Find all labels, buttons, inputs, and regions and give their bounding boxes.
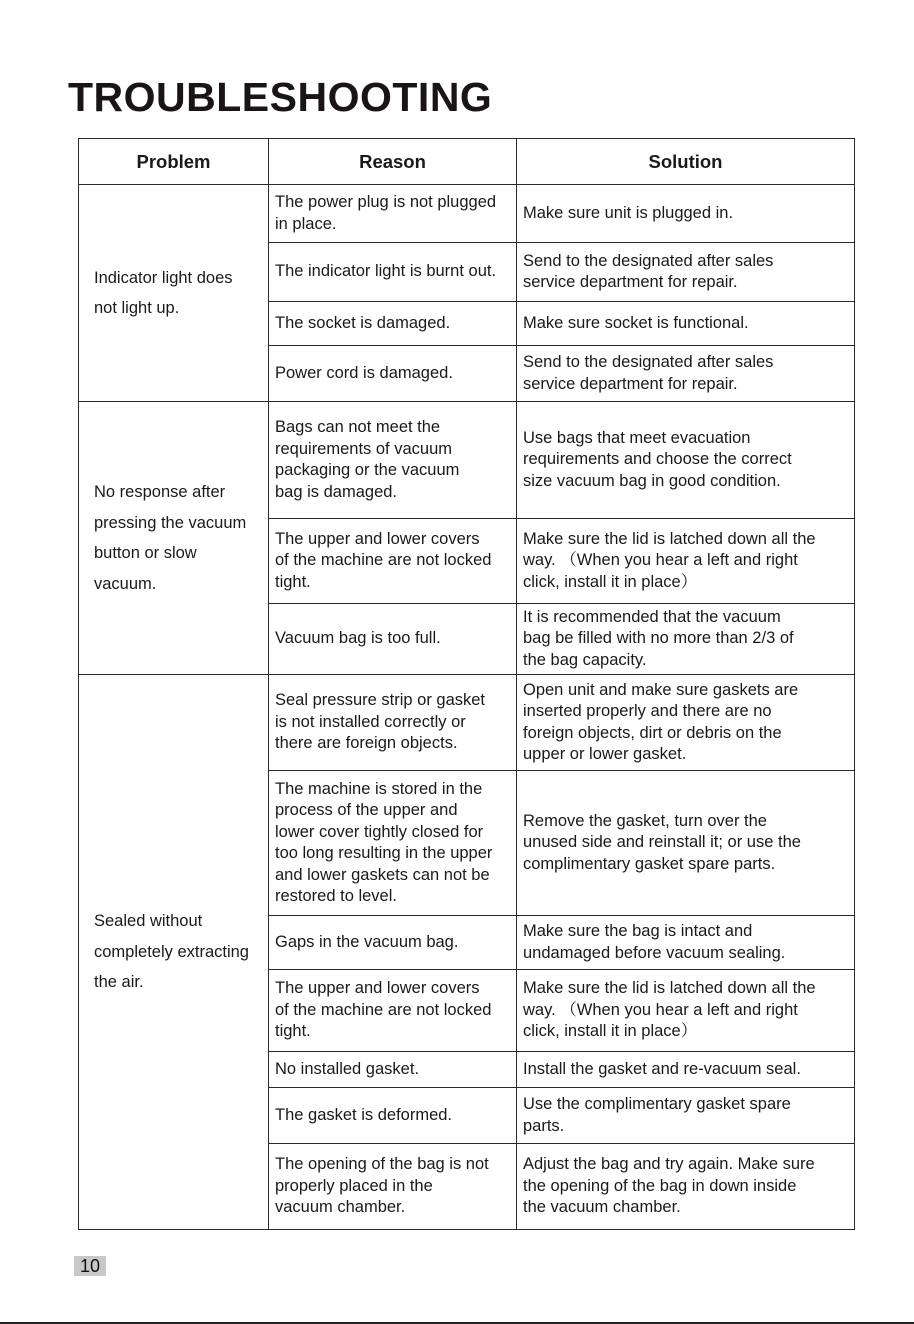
table-row bbox=[79, 185, 855, 243]
solution-cell: Open unit and make sure gaskets are inserted properly and there are no foreign objects, dirt or debris on the upper or lower gasket. bbox=[517, 675, 855, 771]
header-reason: Reason bbox=[269, 139, 517, 185]
reason-cell: The opening of the bag is not properly placed in the vacuum chamber. bbox=[269, 1144, 517, 1230]
reason-cell: No installed gasket. bbox=[269, 1052, 517, 1088]
page-title: TROUBLESHOOTING bbox=[68, 74, 493, 120]
solution-cell: Use bags that meet evacuation requirements and choose the correct size vacuum bag in good condition. bbox=[517, 402, 855, 519]
reason-cell: Vacuum bag is too full. bbox=[269, 604, 517, 675]
reason-cell: The upper and lower covers of the machine are not locked tight. bbox=[269, 970, 517, 1052]
reason-cell: The machine is stored in the process of the upper and lower cover tightly closed for too long resulting in the upper and lower gaskets can not be restored to level. bbox=[269, 771, 517, 916]
problem-cell: Sealed without completely extracting the air. bbox=[79, 675, 269, 1230]
solution-cell: Send to the designated after sales service department for repair. bbox=[517, 243, 855, 302]
reason-cell: Seal pressure strip or gasket is not installed correctly or there are foreign objects. bbox=[269, 675, 517, 771]
reason-cell: Gaps in the vacuum bag. bbox=[269, 916, 517, 970]
solution-cell: Install the gasket and re-vacuum seal. bbox=[517, 1052, 855, 1088]
page-number: 10 bbox=[74, 1256, 106, 1276]
solution-cell: Remove the gasket, turn over the unused side and reinstall it; or use the complimentary gasket spare parts. bbox=[517, 771, 855, 916]
reason-cell: Bags can not meet the requirements of vacuum packaging or the vacuum bag is damaged. bbox=[269, 402, 517, 519]
solution-cell: Send to the designated after sales service department for repair. bbox=[517, 346, 855, 402]
solution-cell: Make sure the lid is latched down all the way. （When you hear a left and right click, install it in place） bbox=[517, 519, 855, 604]
solution-cell: It is recommended that the vacuum bag be filled with no more than 2/3 of the bag capacity. bbox=[517, 604, 855, 675]
solution-cell: Use the complimentary gasket spare parts. bbox=[517, 1088, 855, 1144]
reason-cell: The gasket is deformed. bbox=[269, 1088, 517, 1144]
table-row bbox=[79, 402, 855, 519]
solution-cell: Make sure the bag is intact and undamaged before vacuum sealing. bbox=[517, 916, 855, 970]
reason-cell: The upper and lower covers of the machine are not locked tight. bbox=[269, 519, 517, 604]
solution-cell: Make sure the lid is latched down all the way. （When you hear a left and right click, install it in place） bbox=[517, 970, 855, 1052]
table-row bbox=[79, 675, 855, 771]
troubleshooting-table bbox=[78, 138, 855, 1230]
header-row bbox=[79, 139, 855, 185]
reason-cell: Power cord is damaged. bbox=[269, 346, 517, 402]
header-problem: Problem bbox=[79, 139, 269, 185]
reason-cell: The power plug is not plugged in place. bbox=[269, 185, 517, 243]
problem-cell: No response after pressing the vacuum button or slow vacuum. bbox=[79, 402, 269, 675]
problem-cell: Indicator light does not light up. bbox=[79, 185, 269, 402]
solution-cell: Make sure socket is functional. bbox=[517, 302, 855, 346]
reason-cell: The socket is damaged. bbox=[269, 302, 517, 346]
reason-cell: The indicator light is burnt out. bbox=[269, 243, 517, 302]
header-solution: Solution bbox=[517, 139, 855, 185]
solution-cell: Adjust the bag and try again. Make sure the opening of the bag in down inside the vacuum chamber. bbox=[517, 1144, 855, 1230]
solution-cell: Make sure unit is plugged in. bbox=[517, 185, 855, 243]
